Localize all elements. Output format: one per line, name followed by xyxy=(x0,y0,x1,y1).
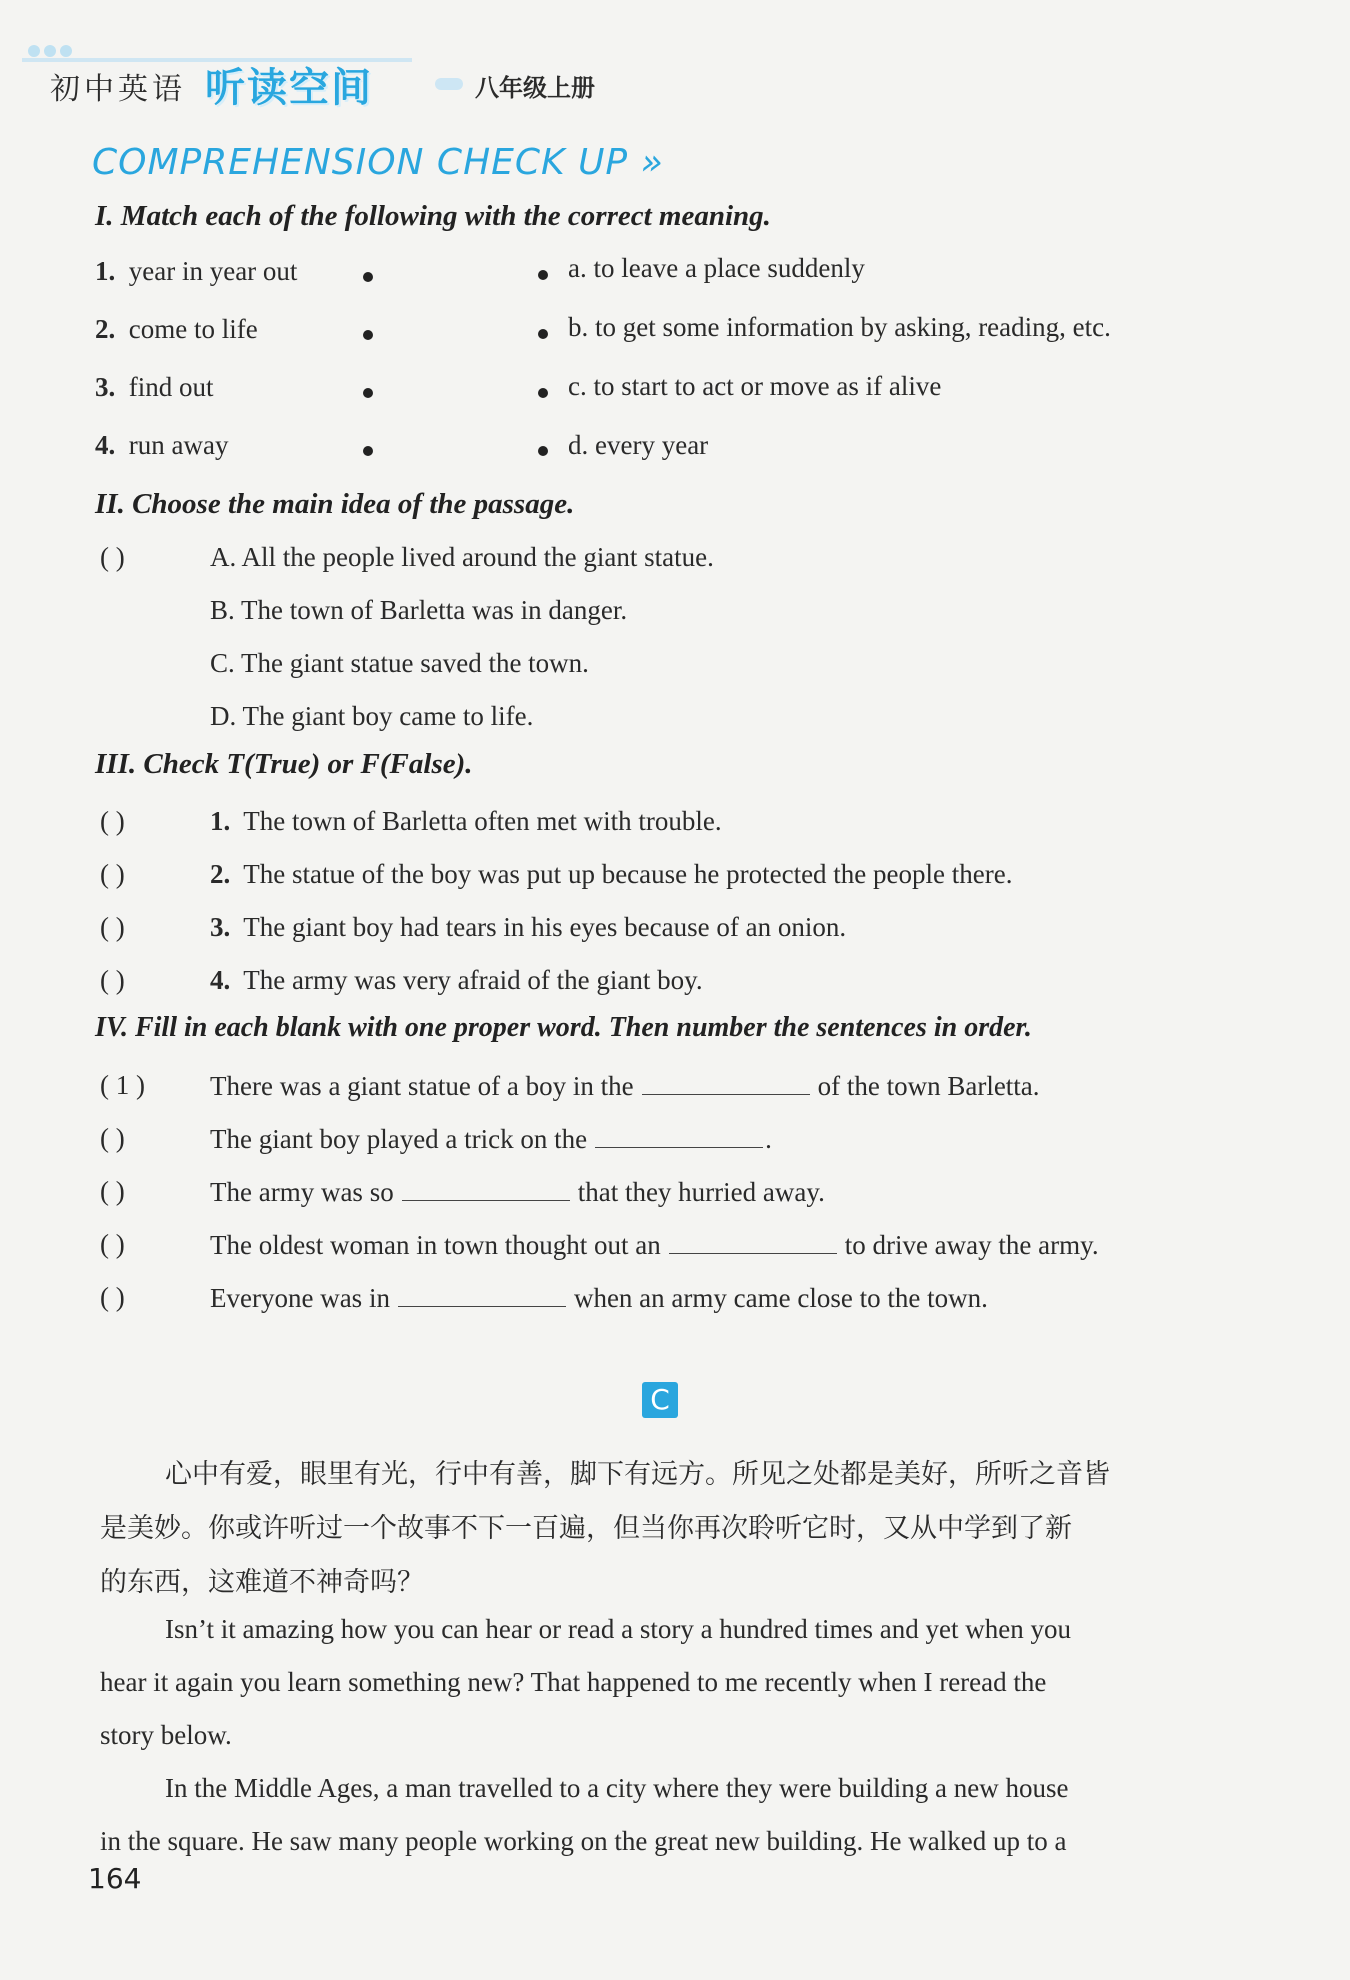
sentence-after: that they hurried away. xyxy=(577,1177,825,1207)
sentence-before: There was a giant statue of a boy in the xyxy=(210,1071,634,1101)
answer-paren: ( ) xyxy=(100,859,125,889)
item-text: find out xyxy=(128,372,214,402)
item-text: year in year out xyxy=(128,256,298,286)
answer-paren: ( ) xyxy=(100,806,125,836)
tf-item-3 xyxy=(210,912,846,943)
order-number-slot: ( ) xyxy=(100,1282,125,1312)
fill-sentence-5 xyxy=(210,1282,988,1314)
sentence-after: of the town Barletta. xyxy=(817,1071,1040,1101)
sentence-before: The army was so xyxy=(210,1177,394,1207)
part3-heading: III. Check T(True) or F(False). xyxy=(95,748,473,780)
passage-line: story below. xyxy=(100,1720,232,1750)
chinese-intro-line: 的东西，这难道不神奇吗？ xyxy=(100,1567,424,1598)
fill-sentence-1 xyxy=(210,1070,1040,1102)
chinese-intro-line: 是美妙。你或许听过一个故事不下一百遍，但当你再次聆听它时，又从中学到了新 xyxy=(100,1513,1072,1544)
order-number-slot: ( ) xyxy=(100,1176,125,1206)
fill-sentence-2 xyxy=(210,1123,772,1155)
passage-line: In the Middle Ages, a man travelled to a city where they were building a new house xyxy=(165,1773,1069,1803)
passage-line: hear it again you learn something new? That happened to me recently when I reread the xyxy=(100,1667,1047,1697)
answer-paren: ( ) xyxy=(100,912,125,942)
sentence-after: when an army came close to the town. xyxy=(573,1283,988,1313)
option-b: B. The town of Barletta was in danger. xyxy=(210,595,628,625)
book-title-brand: 听读空间 xyxy=(205,65,373,111)
passage-line: in the square. He saw many people working on the great new building. He walked up to a xyxy=(100,1826,1067,1856)
sentence-after: to drive away the army. xyxy=(844,1230,1099,1260)
fill-blank[interactable] xyxy=(595,1123,763,1148)
sentence-after: . xyxy=(765,1124,772,1154)
fill-blank[interactable] xyxy=(398,1282,566,1307)
item-text: The town of Barletta often met with trouble. xyxy=(243,806,722,836)
match-dot-right xyxy=(538,270,548,280)
answer-paren: ( ) xyxy=(100,965,125,995)
part1-heading: I. Match each of the following with the correct meaning. xyxy=(95,200,771,232)
item-text: The statue of the boy was put up because he protected the people there. xyxy=(243,859,1013,889)
match-left-3 xyxy=(95,372,214,403)
option-d: D. The giant boy came to life. xyxy=(210,701,534,731)
option-a: A. All the people lived around the giant statue. xyxy=(210,542,714,572)
tf-item-4 xyxy=(210,965,703,996)
match-right-d: d. every year xyxy=(568,430,709,460)
passage-line: Isn’t it amazing how you can hear or read a story a hundred times and yet when you xyxy=(165,1614,1071,1644)
item-text: The army was very afraid of the giant boy. xyxy=(243,965,703,995)
match-dot-left xyxy=(363,446,373,456)
match-right-a: a. to leave a place suddenly xyxy=(568,253,865,283)
part2-heading: II. Choose the main idea of the passage. xyxy=(95,488,575,520)
item-text: The giant boy had tears in his eyes because of an onion. xyxy=(243,912,847,942)
part4-heading: IV. Fill in each blank with one proper word. Then number the sentences in order. xyxy=(95,1012,1032,1043)
order-number-slot: ( ) xyxy=(100,1229,125,1259)
passage-c-badge: C xyxy=(642,1382,678,1418)
option-c: C. The giant statue saved the town. xyxy=(210,648,589,678)
match-left-1 xyxy=(95,256,297,287)
match-dot-right xyxy=(538,446,548,456)
item-number: 4. xyxy=(95,430,116,460)
match-right-b: b. to get some information by asking, reading, etc. xyxy=(568,312,1111,342)
match-dot-right xyxy=(538,388,548,398)
item-number: 2. xyxy=(210,859,231,889)
fill-blank[interactable] xyxy=(402,1176,570,1201)
item-number: 3. xyxy=(95,372,116,402)
match-left-2 xyxy=(95,314,258,345)
order-number-slot: ( ) xyxy=(100,1123,125,1153)
item-number: 4. xyxy=(210,965,231,995)
grade-label: 八年级上册 xyxy=(475,74,595,102)
sentence-before: The giant boy played a trick on the xyxy=(210,1124,588,1154)
page-number: 164 xyxy=(88,1862,142,1895)
sentence-before: The oldest woman in town thought out an xyxy=(210,1230,661,1260)
tf-item-1 xyxy=(210,806,722,837)
order-number-slot: ( 1 ) xyxy=(100,1070,145,1100)
sentence-before: Everyone was in xyxy=(210,1283,390,1313)
header-pill-decoration xyxy=(435,78,463,90)
answer-paren: ( ) xyxy=(100,542,125,572)
chinese-intro-line: 心中有爱，眼里有光，行中有善，脚下有远方。所见之处都是美好，所听之音皆 xyxy=(165,1459,1110,1490)
match-dot-right xyxy=(538,329,548,339)
match-left-4 xyxy=(95,430,228,461)
fill-blank[interactable] xyxy=(669,1229,837,1254)
book-title-plain: 初中英语 xyxy=(50,72,186,107)
fill-sentence-4 xyxy=(210,1229,1099,1261)
item-number: 1. xyxy=(95,256,116,286)
match-dot-left xyxy=(363,330,373,340)
fill-sentence-3 xyxy=(210,1176,825,1208)
item-text: come to life xyxy=(128,314,258,344)
match-dot-left xyxy=(363,388,373,398)
item-text: run away xyxy=(128,430,229,460)
item-number: 2. xyxy=(95,314,116,344)
match-right-c: c. to start to act or move as if alive xyxy=(568,371,942,401)
section-title: COMPREHENSION CHECK UP » xyxy=(92,142,664,183)
item-number: 1. xyxy=(210,806,231,836)
item-number: 3. xyxy=(210,912,231,942)
fill-blank[interactable] xyxy=(642,1070,810,1095)
tf-item-2 xyxy=(210,859,1012,890)
match-dot-left xyxy=(363,272,373,282)
